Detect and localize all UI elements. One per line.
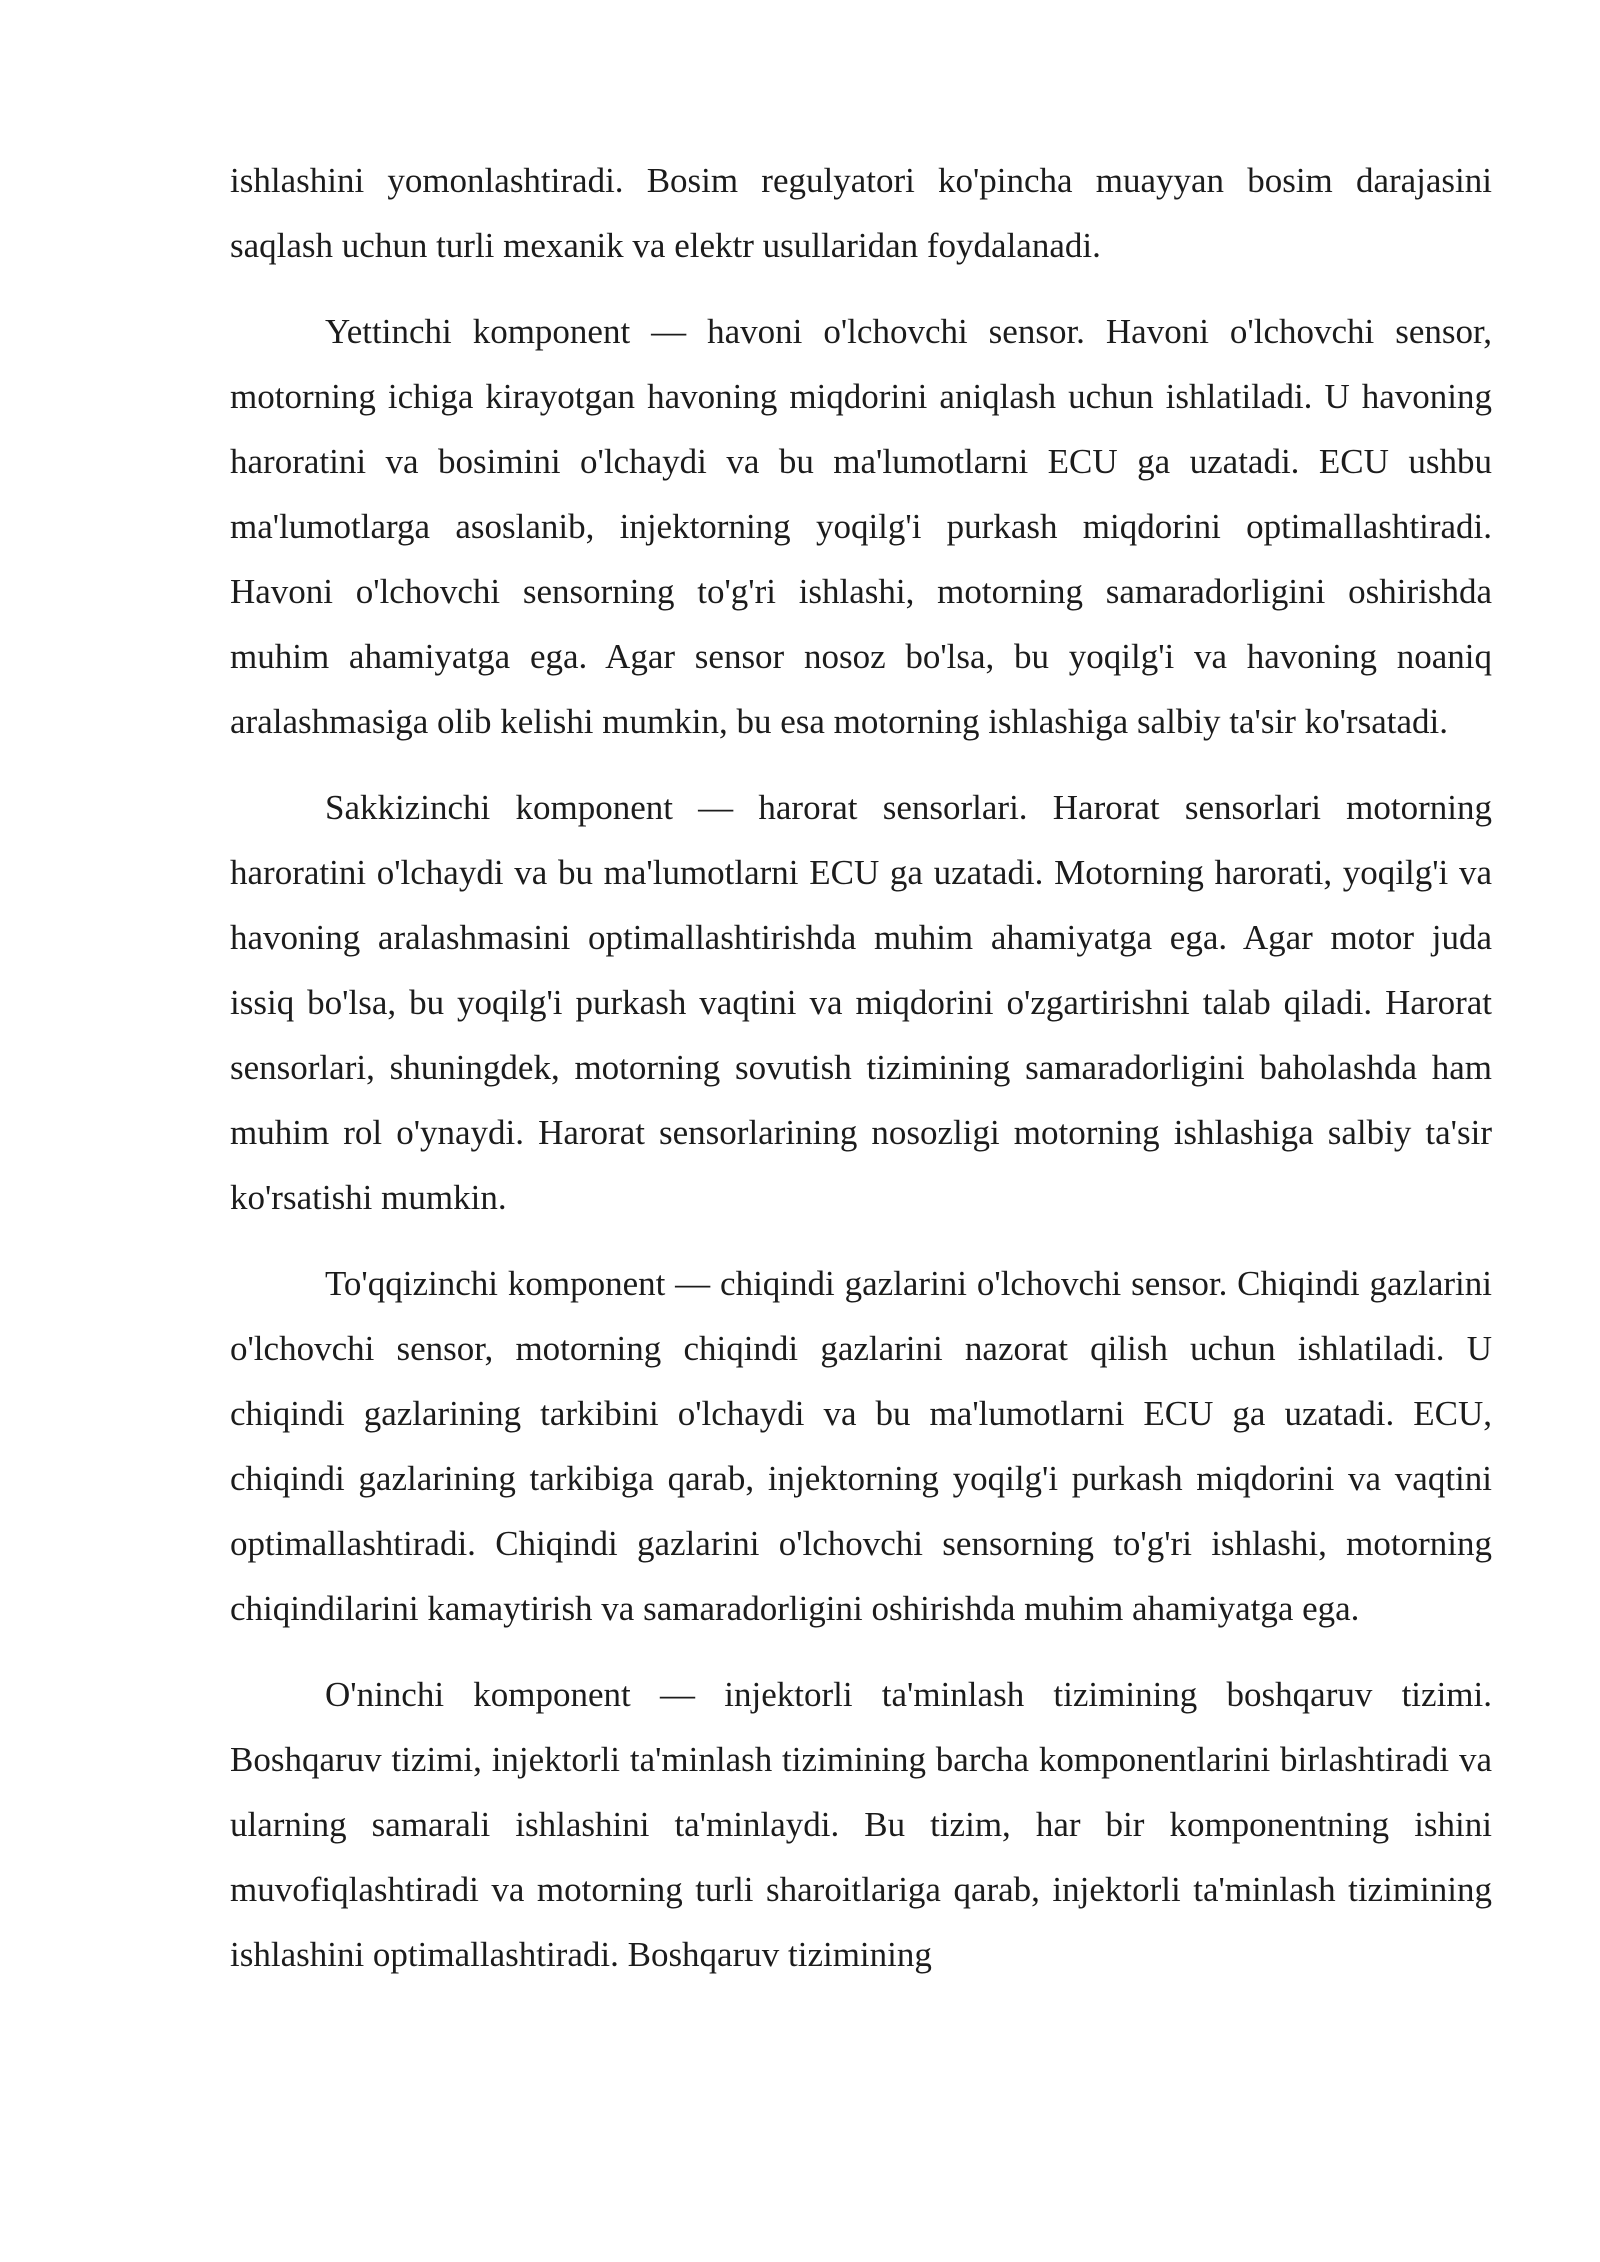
paragraph-air-sensor: Yettinchi komponent — havoni o'lchovchi sensor. Havoni o'lchovchi sensor, motorning ichiga kirayotgan havoning miqdorini aniqlash uchun ishlatiladi. U havoning haroratini va bosimini o'lchaydi va bu ma'lumotlarni ECU ga uzatadi. ECU ushbu ma'lumotlarga asoslanib, injektorning yoqilg'i purkash miqdorini optimallashtiradi. Havoni o'lchovchi sensorning to'g'ri ishlashi, motorning samaradorligini oshirishda muhim ahamiyatga ega. Agar sensor nosoz bo'lsa, bu yoqilg'i va havoning noaniq aralashmasiga olib kelishi mumkin, bu esa motorning ishlashiga salbiy ta'sir ko'rsatadi. (230, 312, 1492, 741)
paragraph-pressure-regulator-continuation: ishlashini yomonlashtiradi. Bosim regulyatori ko'pincha muayyan bosim darajasini saqlash uchun turli mexanik va elektr usullaridan foydalanadi. (230, 161, 1492, 265)
paragraph-exhaust-gas-sensor: To'qqizinchi komponent — chiqindi gazlarini o'lchovchi sensor. Chiqindi gazlarini o'lchovchi sensor, motorning chiqindi gazlarini nazorat qilish uchun ishlatiladi. U chiqindi gazlarining tarkibini o'lchaydi va bu ma'lumotlarni ECU ga uzatadi. ECU, chiqindi gazlarining tarkibiga qarab, injektorning yoqilg'i purkash miqdorini va vaqtini optimallashtiradi. Chiqindi gazlarini o'lchovchi sensorning to'g'ri ishlashi, motorning chiqindilarini kamaytirish va samaradorligini oshirishda muhim ahamiyatga ega. (230, 1264, 1492, 1628)
paragraph-control-system: O'ninchi komponent — injektorli ta'minlash tizimining boshqaruv tizimi. Boshqaruv tizimi, injektorli ta'minlash tizimining barcha komponentlarini birlashtiradi va ularning samarali ishlashini ta'minlaydi. Bu tizim, har bir komponentning ishini muvofiqlashtiradi va motorning turli sharoitlariga qarab, injektorli ta'minlash tizimining ishlashini optimallashtiradi. Boshqaruv tizimining (230, 1675, 1492, 1974)
document-page (230, 148, 1492, 2008)
paragraph-temperature-sensors: Sakkizinchi komponent — harorat sensorlari. Harorat sensorlari motorning haroratini o'lchaydi va bu ma'lumotlarni ECU ga uzatadi. Motorning harorati, yoqilg'i va havoning aralashmasini optimallashtirishda muhim ahamiyatga ega. Agar motor juda issiq bo'lsa, bu yoqilg'i purkash vaqtini va miqdorini o'zgartirishni talab qiladi. Harorat sensorlari, shuningdek, motorning sovutish tizimining samaradorligini baholashda ham muhim rol o'ynaydi. Harorat sensorlarining nosozligi motorning ishlashiga salbiy ta'sir ko'rsatishi mumkin. (230, 788, 1492, 1217)
